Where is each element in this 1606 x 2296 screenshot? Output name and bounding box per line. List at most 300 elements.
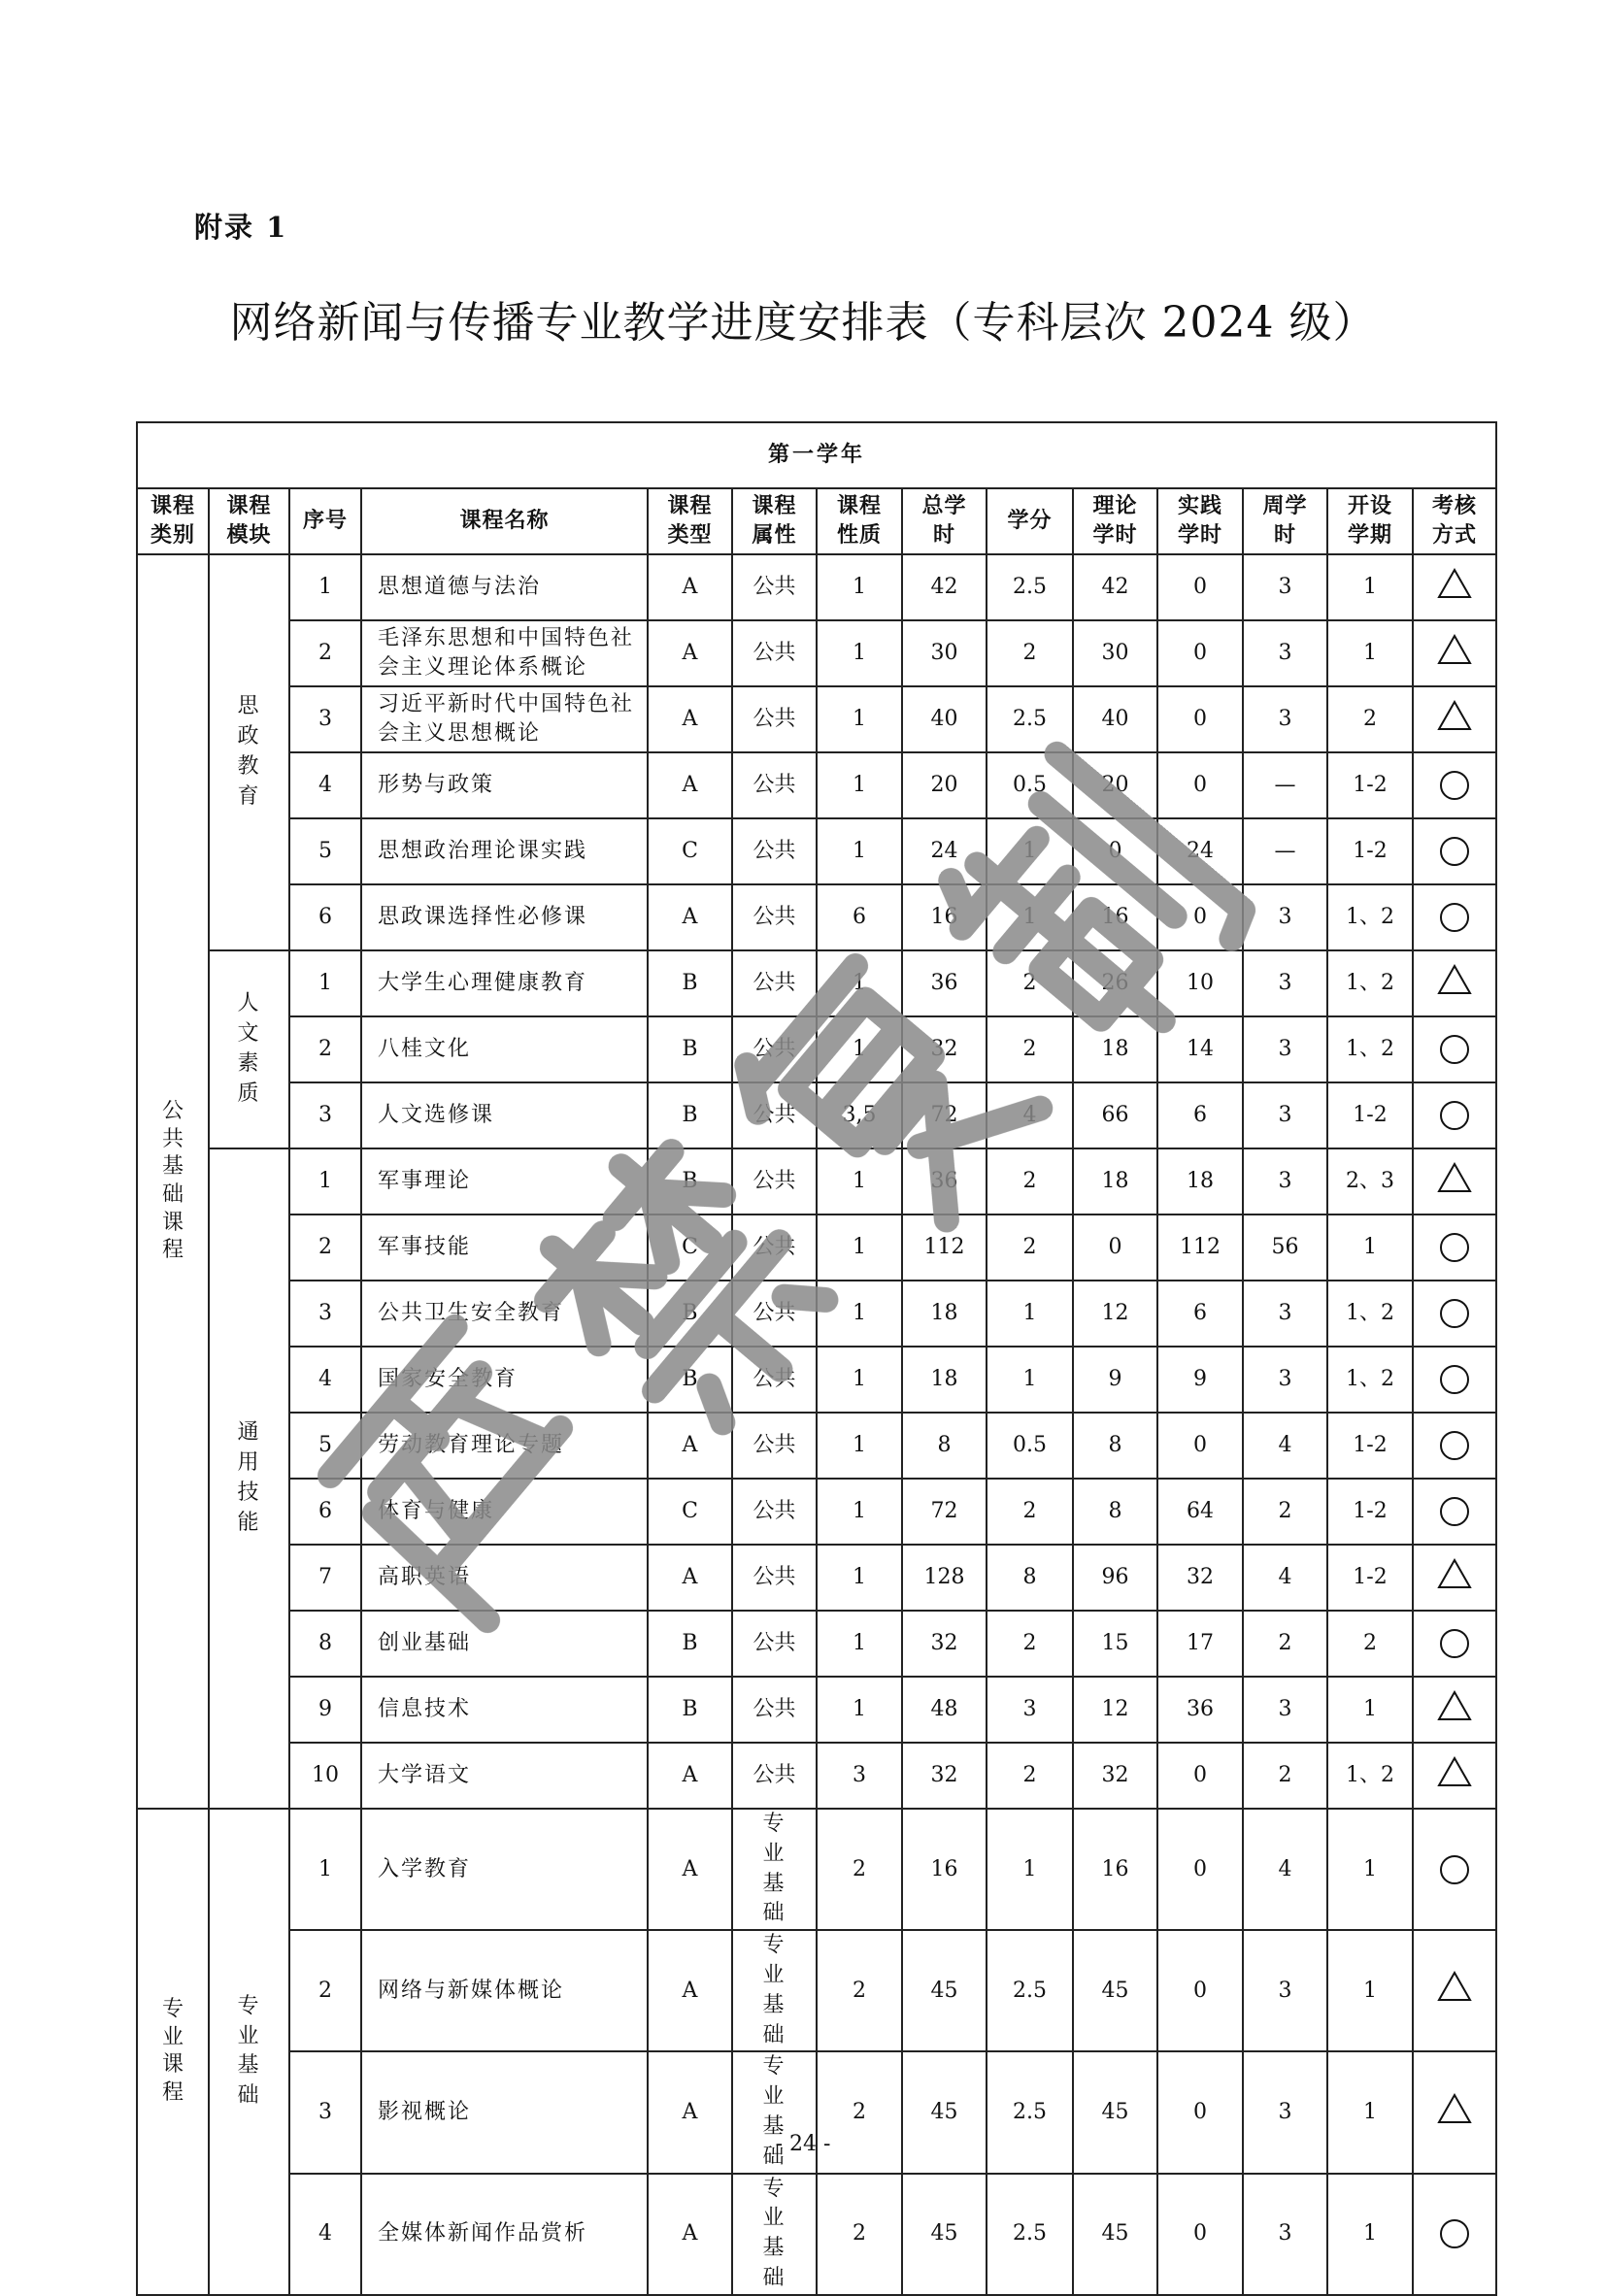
assessment-triangle-icon (1437, 1162, 1472, 1202)
assessment-circle-icon (1440, 1035, 1469, 1064)
course-attribute: 专业基础 (732, 1930, 817, 2051)
table-row (137, 1215, 1496, 1281)
page-title: 网络新闻与传播专业教学进度安排表（专科层次 2024 级） (229, 298, 1377, 348)
practice-hours: 0 (1157, 1743, 1243, 1809)
table-row (137, 686, 1496, 752)
credits: 0.5 (987, 752, 1073, 818)
course-type: B (648, 1281, 732, 1347)
course-name: 习近平新时代中国特色社会主义思想概论 (361, 686, 648, 752)
course-name: 高职英语 (361, 1545, 648, 1611)
weekly-hours: — (1243, 752, 1327, 818)
weekly-hours: 56 (1243, 1215, 1327, 1281)
course-type: A (648, 1743, 732, 1809)
practice-hours: 24 (1157, 818, 1243, 884)
course-attribute: 公共 (732, 818, 817, 884)
assessment-circle-icon (1440, 1431, 1469, 1460)
assessment-method (1413, 1809, 1496, 1930)
assessment-triangle-icon (1437, 1558, 1472, 1598)
assessment-circle-icon (1440, 1497, 1469, 1526)
table-row (137, 950, 1496, 1016)
credits: 4 (987, 1082, 1073, 1148)
column-header: 课程性质 (817, 488, 902, 554)
seq-no: 4 (289, 2174, 361, 2295)
course-type: A (648, 1413, 732, 1479)
course-attribute: 公共 (732, 620, 817, 686)
assessment-method (1413, 1215, 1496, 1281)
credits: 0.5 (987, 1413, 1073, 1479)
table-row (137, 1677, 1496, 1743)
course-module: 专业基础 (209, 1809, 289, 2295)
theory-hours: 45 (1073, 2174, 1157, 2295)
course-type: A (648, 2051, 732, 2173)
total-hours: 18 (902, 1347, 987, 1413)
total-hours: 72 (902, 1479, 987, 1545)
assessment-triangle-icon (1437, 1690, 1472, 1730)
assessment-method (1413, 1545, 1496, 1611)
assessment-method (1413, 818, 1496, 884)
assessment-method (1413, 1413, 1496, 1479)
course-name: 国家安全教育 (361, 1347, 648, 1413)
weekly-hours: — (1243, 818, 1327, 884)
course-type: B (648, 1677, 732, 1743)
practice-hours: 0 (1157, 686, 1243, 752)
credits: 3 (987, 1677, 1073, 1743)
seq-no: 7 (289, 1545, 361, 1611)
course-name: 影视概论 (361, 2051, 648, 2173)
course-name: 信息技术 (361, 1677, 648, 1743)
theory-hours: 42 (1073, 554, 1157, 620)
header-row (137, 488, 1496, 554)
seq-no: 1 (289, 1148, 361, 1215)
course-type: B (648, 1082, 732, 1148)
theory-hours: 12 (1073, 1677, 1157, 1743)
weekly-hours: 3 (1243, 2174, 1327, 2295)
course-nature: 1 (817, 950, 902, 1016)
semester: 1 (1327, 554, 1413, 620)
column-header: 考核方式 (1413, 488, 1496, 554)
course-name: 入学教育 (361, 1809, 648, 1930)
assessment-method (1413, 1347, 1496, 1413)
total-hours: 8 (902, 1413, 987, 1479)
theory-hours: 0 (1073, 1215, 1157, 1281)
semester: 1 (1327, 1215, 1413, 1281)
practice-hours: 0 (1157, 1809, 1243, 1930)
theory-hours: 9 (1073, 1347, 1157, 1413)
course-attribute: 公共 (732, 1082, 817, 1148)
course-category: 专业课程 (137, 1809, 209, 2295)
course-attribute: 公共 (732, 1479, 817, 1545)
course-type: A (648, 620, 732, 686)
assessment-method (1413, 1016, 1496, 1082)
course-nature: 1 (817, 1016, 902, 1082)
course-nature: 2 (817, 2051, 902, 2173)
total-hours: 45 (902, 2051, 987, 2173)
table-row (137, 1413, 1496, 1479)
course-attribute: 公共 (732, 686, 817, 752)
semester: 1-2 (1327, 1413, 1413, 1479)
course-nature: 1 (817, 1413, 902, 1479)
assessment-circle-icon (1440, 1629, 1469, 1658)
course-attribute: 公共 (732, 752, 817, 818)
weekly-hours: 3 (1243, 2051, 1327, 2173)
course-type: C (648, 1479, 732, 1545)
column-header: 课程类别 (137, 488, 209, 554)
table-row (137, 1148, 1496, 1215)
table-row (137, 620, 1496, 686)
semester: 1、2 (1327, 884, 1413, 950)
assessment-method (1413, 1611, 1496, 1677)
seq-no: 3 (289, 2051, 361, 2173)
credits: 1 (987, 818, 1073, 884)
course-module: 人文素质 (209, 950, 289, 1148)
course-attribute: 公共 (732, 1281, 817, 1347)
seq-no: 3 (289, 1082, 361, 1148)
course-name: 军事技能 (361, 1215, 648, 1281)
assessment-method (1413, 1479, 1496, 1545)
theory-hours: 8 (1073, 1413, 1157, 1479)
course-nature: 1 (817, 554, 902, 620)
course-attribute: 公共 (732, 1347, 817, 1413)
total-hours: 36 (902, 950, 987, 1016)
course-name: 全媒体新闻作品赏析 (361, 2174, 648, 2295)
assessment-triangle-icon (1437, 700, 1472, 740)
theory-hours: 8 (1073, 1479, 1157, 1545)
table-row (137, 1347, 1496, 1413)
course-type: B (648, 1611, 732, 1677)
weekly-hours: 3 (1243, 1148, 1327, 1215)
seq-no: 8 (289, 1611, 361, 1677)
column-header: 开设学期 (1327, 488, 1413, 554)
seq-no: 1 (289, 1809, 361, 1930)
weekly-hours: 3 (1243, 884, 1327, 950)
practice-hours: 6 (1157, 1281, 1243, 1347)
assessment-method (1413, 1281, 1496, 1347)
seq-no: 1 (289, 950, 361, 1016)
total-hours: 16 (902, 884, 987, 950)
credits: 2 (987, 1016, 1073, 1082)
semester: 1 (1327, 1809, 1413, 1930)
practice-hours: 10 (1157, 950, 1243, 1016)
credits: 2 (987, 1479, 1073, 1545)
assessment-circle-icon (1440, 903, 1469, 932)
weekly-hours: 3 (1243, 554, 1327, 620)
total-hours: 18 (902, 1281, 987, 1347)
total-hours: 32 (902, 1016, 987, 1082)
column-header: 周学时 (1243, 488, 1327, 554)
table-row (137, 554, 1496, 620)
credits: 2.5 (987, 2174, 1073, 2295)
seq-no: 10 (289, 1743, 361, 1809)
credits: 1 (987, 1281, 1073, 1347)
course-type: B (648, 1148, 732, 1215)
practice-hours: 0 (1157, 620, 1243, 686)
seq-no: 4 (289, 1347, 361, 1413)
weekly-hours: 3 (1243, 1016, 1327, 1082)
weekly-hours: 3 (1243, 1677, 1327, 1743)
theory-hours: 16 (1073, 1809, 1157, 1930)
table-row (137, 1016, 1496, 1082)
table-row (137, 1611, 1496, 1677)
seq-no: 1 (289, 554, 361, 620)
credits: 8 (987, 1545, 1073, 1611)
course-nature: 3,5 (817, 1082, 902, 1148)
total-hours: 40 (902, 686, 987, 752)
assessment-triangle-icon (1437, 634, 1472, 674)
assessment-triangle-icon (1437, 964, 1472, 1004)
seq-no: 2 (289, 620, 361, 686)
semester: 2、3 (1327, 1148, 1413, 1215)
course-attribute: 公共 (732, 554, 817, 620)
course-attribute: 公共 (732, 950, 817, 1016)
course-name: 大学生心理健康教育 (361, 950, 648, 1016)
column-header: 课程类型 (648, 488, 732, 554)
seq-no: 3 (289, 686, 361, 752)
course-attribute: 公共 (732, 1215, 817, 1281)
course-type: A (648, 1930, 732, 2051)
course-nature: 6 (817, 884, 902, 950)
course-nature: 1 (817, 620, 902, 686)
total-hours: 36 (902, 1148, 987, 1215)
semester: 2 (1327, 1611, 1413, 1677)
weekly-hours: 3 (1243, 1082, 1327, 1148)
assessment-triangle-icon (1437, 1971, 1472, 2011)
course-name: 创业基础 (361, 1611, 648, 1677)
total-hours: 45 (902, 1930, 987, 2051)
practice-hours: 18 (1157, 1148, 1243, 1215)
theory-hours: 96 (1073, 1545, 1157, 1611)
course-attribute: 公共 (732, 1743, 817, 1809)
semester: 1-2 (1327, 752, 1413, 818)
theory-hours: 66 (1073, 1082, 1157, 1148)
course-type: B (648, 1347, 732, 1413)
table-row (137, 1545, 1496, 1611)
theory-hours: 20 (1073, 752, 1157, 818)
seq-no: 6 (289, 1479, 361, 1545)
course-attribute: 公共 (732, 1413, 817, 1479)
assessment-circle-icon (1440, 771, 1469, 800)
assessment-triangle-icon (1437, 1756, 1472, 1796)
theory-hours: 45 (1073, 2051, 1157, 2173)
course-type: A (648, 1545, 732, 1611)
seq-no: 3 (289, 1281, 361, 1347)
table-row (137, 818, 1496, 884)
weekly-hours: 4 (1243, 1809, 1327, 1930)
semester: 1-2 (1327, 1082, 1413, 1148)
course-nature: 2 (817, 2174, 902, 2295)
course-type: A (648, 1809, 732, 1930)
practice-hours: 36 (1157, 1677, 1243, 1743)
total-hours: 72 (902, 1082, 987, 1148)
practice-hours: 0 (1157, 1413, 1243, 1479)
course-nature: 1 (817, 1148, 902, 1215)
assessment-triangle-icon (1437, 2093, 1472, 2133)
course-type: C (648, 1215, 732, 1281)
seq-no: 2 (289, 1930, 361, 2051)
year-label: 第一学年 (137, 422, 1496, 488)
semester: 1 (1327, 2051, 1413, 2173)
teaching-schedule-table (136, 421, 1497, 2296)
course-type: A (648, 554, 732, 620)
semester: 1-2 (1327, 1479, 1413, 1545)
seq-no: 9 (289, 1677, 361, 1743)
course-attribute: 公共 (732, 884, 817, 950)
semester: 1、2 (1327, 1281, 1413, 1347)
theory-hours: 26 (1073, 950, 1157, 1016)
course-nature: 1 (817, 686, 902, 752)
practice-hours: 9 (1157, 1347, 1243, 1413)
course-nature: 1 (817, 1677, 902, 1743)
course-type: A (648, 884, 732, 950)
course-name: 毛泽东思想和中国特色社会主义理论体系概论 (361, 620, 648, 686)
column-header: 课程名称 (361, 488, 648, 554)
practice-hours: 112 (1157, 1215, 1243, 1281)
seq-no: 5 (289, 818, 361, 884)
table-row (137, 1479, 1496, 1545)
course-name: 大学语文 (361, 1743, 648, 1809)
course-type: A (648, 752, 732, 818)
course-name: 军事理论 (361, 1148, 648, 1215)
column-header: 序号 (289, 488, 361, 554)
table-row (137, 752, 1496, 818)
theory-hours: 32 (1073, 1743, 1157, 1809)
course-attribute: 公共 (732, 1611, 817, 1677)
semester: 1 (1327, 1930, 1413, 2051)
theory-hours: 40 (1073, 686, 1157, 752)
column-header: 实践学时 (1157, 488, 1243, 554)
table-row (137, 884, 1496, 950)
seq-no: 6 (289, 884, 361, 950)
practice-hours: 0 (1157, 2051, 1243, 2173)
credits: 2.5 (987, 686, 1073, 752)
table-row (137, 1930, 1496, 2051)
course-module: 通用技能 (209, 1148, 289, 1809)
assessment-method (1413, 686, 1496, 752)
weekly-hours: 3 (1243, 620, 1327, 686)
credits: 2 (987, 1215, 1073, 1281)
course-type: B (648, 950, 732, 1016)
semester: 2 (1327, 686, 1413, 752)
practice-hours: 0 (1157, 2174, 1243, 2295)
course-name: 思政课选择性必修课 (361, 884, 648, 950)
seq-no: 4 (289, 752, 361, 818)
assessment-triangle-icon (1437, 568, 1472, 608)
practice-hours: 0 (1157, 884, 1243, 950)
practice-hours: 0 (1157, 1930, 1243, 2051)
course-attribute: 专业基础 (732, 1809, 817, 1930)
course-nature: 1 (817, 1347, 902, 1413)
assessment-circle-icon (1440, 1299, 1469, 1328)
assessment-method (1413, 620, 1496, 686)
column-header: 总学时 (902, 488, 987, 554)
total-hours: 45 (902, 2174, 987, 2295)
assessment-circle-icon (1440, 1101, 1469, 1130)
semester: 1 (1327, 1677, 1413, 1743)
table-row (137, 1809, 1496, 1930)
theory-hours: 12 (1073, 1281, 1157, 1347)
theory-hours: 18 (1073, 1016, 1157, 1082)
seq-no: 2 (289, 1215, 361, 1281)
appendix-label: 附录 1 (194, 211, 288, 244)
total-hours: 128 (902, 1545, 987, 1611)
course-name: 人文选修课 (361, 1082, 648, 1148)
column-header: 课程属性 (732, 488, 817, 554)
assessment-method (1413, 950, 1496, 1016)
semester: 1、2 (1327, 1016, 1413, 1082)
practice-hours: 32 (1157, 1545, 1243, 1611)
course-name: 思想道德与法治 (361, 554, 648, 620)
theory-hours: 0 (1073, 818, 1157, 884)
assessment-method (1413, 1148, 1496, 1215)
weekly-hours: 4 (1243, 1545, 1327, 1611)
course-name: 八桂文化 (361, 1016, 648, 1082)
semester: 1-2 (1327, 818, 1413, 884)
course-attribute: 公共 (732, 1677, 817, 1743)
course-name: 公共卫生安全教育 (361, 1281, 648, 1347)
weekly-hours: 3 (1243, 1930, 1327, 2051)
total-hours: 20 (902, 752, 987, 818)
theory-hours: 16 (1073, 884, 1157, 950)
course-name: 体育与健康 (361, 1479, 648, 1545)
practice-hours: 64 (1157, 1479, 1243, 1545)
theory-hours: 18 (1073, 1148, 1157, 1215)
total-hours: 16 (902, 1809, 987, 1930)
course-name: 思想政治理论课实践 (361, 818, 648, 884)
assessment-method (1413, 1743, 1496, 1809)
seq-no: 5 (289, 1413, 361, 1479)
course-attribute: 公共 (732, 1148, 817, 1215)
assessment-circle-icon (1440, 2219, 1469, 2248)
course-attribute: 公共 (732, 1545, 817, 1611)
practice-hours: 0 (1157, 752, 1243, 818)
assessment-circle-icon (1440, 1233, 1469, 1262)
assessment-circle-icon (1440, 1365, 1469, 1394)
course-attribute: 专业基础 (732, 2051, 817, 2173)
total-hours: 112 (902, 1215, 987, 1281)
course-type: B (648, 1016, 732, 1082)
theory-hours: 30 (1073, 620, 1157, 686)
weekly-hours: 2 (1243, 1479, 1327, 1545)
total-hours: 32 (902, 1611, 987, 1677)
assessment-method (1413, 752, 1496, 818)
course-nature: 2 (817, 1809, 902, 1930)
weekly-hours: 2 (1243, 1611, 1327, 1677)
practice-hours: 17 (1157, 1611, 1243, 1677)
credits: 1 (987, 1347, 1073, 1413)
credits: 2.5 (987, 2051, 1073, 2173)
semester: 1-2 (1327, 1545, 1413, 1611)
credits: 2 (987, 1611, 1073, 1677)
semester: 1、2 (1327, 1347, 1413, 1413)
practice-hours: 0 (1157, 554, 1243, 620)
weekly-hours: 3 (1243, 1347, 1327, 1413)
course-attribute: 专业基础 (732, 2174, 817, 2295)
assessment-method (1413, 2174, 1496, 2295)
credits: 2 (987, 1148, 1073, 1215)
course-nature: 1 (817, 1545, 902, 1611)
course-category: 公共基础课程 (137, 554, 209, 1809)
course-nature: 2 (817, 1930, 902, 2051)
course-type: C (648, 818, 732, 884)
assessment-method (1413, 1930, 1496, 2051)
total-hours: 48 (902, 1677, 987, 1743)
semester: 1、2 (1327, 1743, 1413, 1809)
practice-hours: 6 (1157, 1082, 1243, 1148)
course-nature: 3 (817, 1743, 902, 1809)
weekly-hours: 3 (1243, 950, 1327, 1016)
credits: 2.5 (987, 554, 1073, 620)
course-nature: 1 (817, 818, 902, 884)
semester: 1、2 (1327, 950, 1413, 1016)
